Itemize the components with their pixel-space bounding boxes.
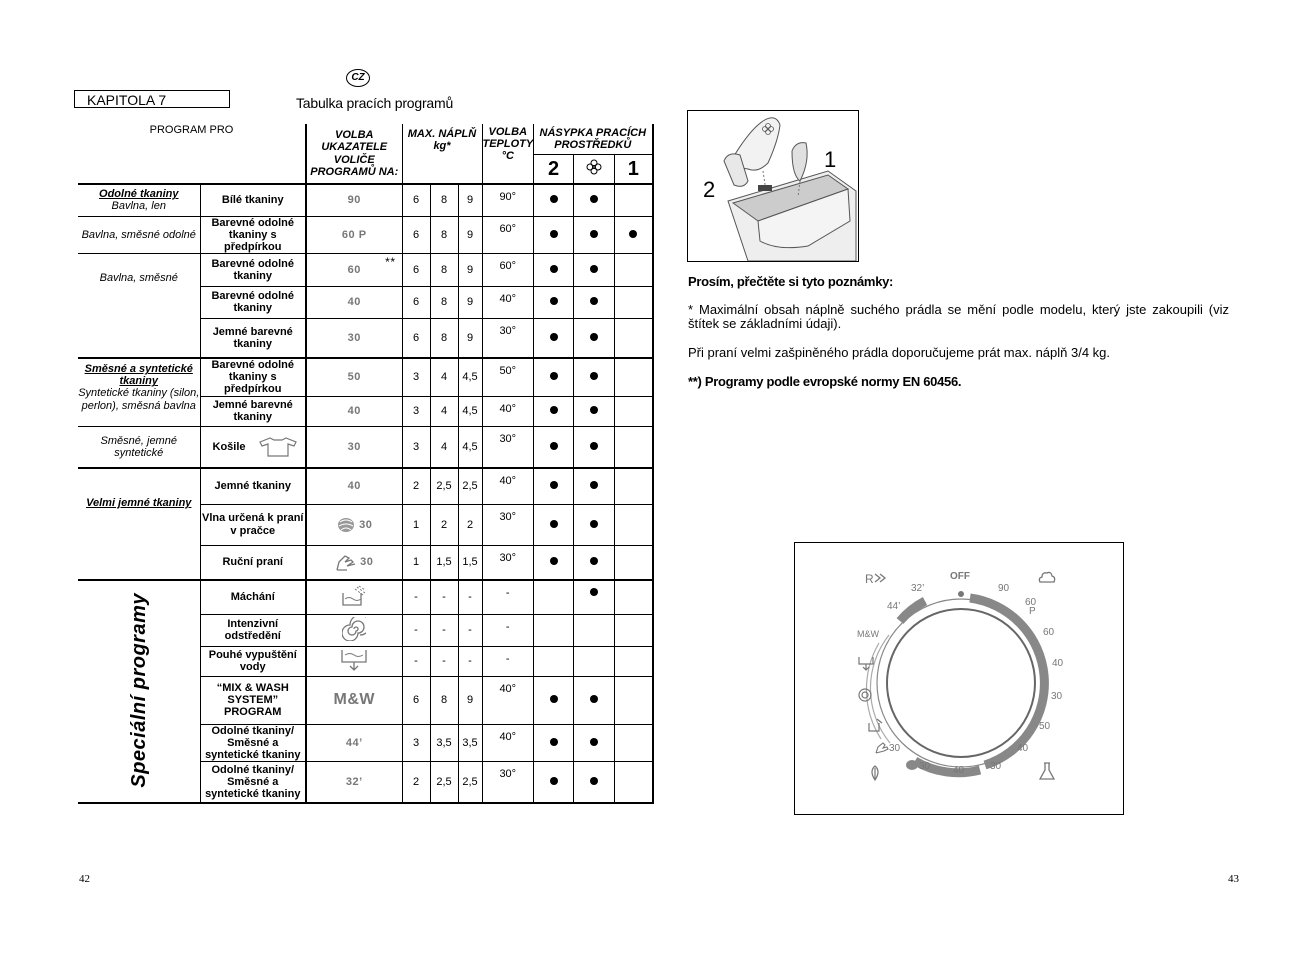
knob-position: 44’ bbox=[345, 736, 363, 749]
temperature-value: 40° bbox=[499, 402, 517, 415]
program-name: Pouhé vypuštění vody bbox=[208, 648, 297, 674]
rinse-icon bbox=[341, 585, 367, 607]
load-value: 9 bbox=[466, 263, 474, 276]
load-value: - bbox=[414, 624, 418, 637]
dispenser-dot bbox=[590, 230, 598, 238]
dispenser-dot bbox=[550, 333, 558, 341]
temperature-value: - bbox=[505, 652, 510, 665]
group-subtitle: Bavlna, směsné odolné bbox=[81, 228, 196, 241]
dispenser-dot bbox=[550, 481, 558, 489]
dial-label: 32’ bbox=[911, 583, 925, 594]
program-name: Košile bbox=[212, 440, 246, 453]
group-title: Směsné a syntetické tkaniny bbox=[84, 363, 193, 388]
temperature-value: - bbox=[505, 620, 510, 633]
load-value: 3 bbox=[412, 736, 420, 749]
program-name: Odolné tkaniny/ Směsné a syntetické tkaniny bbox=[205, 763, 301, 801]
load-value: 2,5 bbox=[462, 776, 478, 789]
load-value: - bbox=[414, 655, 418, 668]
norm-mark: ** bbox=[385, 254, 396, 269]
col-header-program-for: PROGRAM PRO bbox=[149, 124, 234, 136]
quick-wash-icon bbox=[865, 571, 889, 585]
wool-icon bbox=[905, 759, 919, 771]
load-value: 8 bbox=[440, 194, 448, 207]
dispenser-dot bbox=[590, 265, 598, 273]
cotton-icon bbox=[1037, 569, 1057, 585]
load-value: 9 bbox=[466, 194, 474, 207]
rinse-icon bbox=[867, 717, 883, 733]
load-value: 6 bbox=[412, 228, 420, 241]
special-programs-title: Speciální programy bbox=[127, 592, 150, 788]
dispenser-dot bbox=[590, 333, 598, 341]
delicate-icon bbox=[867, 765, 883, 781]
dial-label: 60 bbox=[1043, 627, 1055, 638]
program-name: Jemné tkaniny bbox=[214, 480, 291, 493]
dispenser-dot bbox=[550, 406, 558, 414]
load-value: 9 bbox=[466, 331, 474, 344]
dispenser-label-1: 1 bbox=[824, 147, 837, 172]
load-value: 4 bbox=[440, 371, 448, 384]
dial-label: 44’ bbox=[887, 601, 901, 612]
dispenser-dot bbox=[590, 557, 598, 565]
col-header-knob: VOLBA UKAZATELE VOLIČE PROGRAMŮ NA: bbox=[310, 129, 399, 178]
program-name: “MIX & WASH SYSTEM” PROGRAM bbox=[216, 681, 289, 719]
dispenser-1-label: 1 bbox=[627, 157, 639, 180]
load-value: 3 bbox=[412, 371, 420, 384]
drain-icon bbox=[857, 655, 875, 671]
load-value: 4,5 bbox=[462, 371, 478, 384]
load-value: 8 bbox=[440, 296, 448, 309]
program-dial-figure bbox=[794, 542, 1124, 815]
load-value: - bbox=[442, 624, 446, 637]
load-value: 6 bbox=[412, 694, 420, 707]
dial-label: 30 bbox=[919, 761, 931, 772]
dispenser-dot bbox=[629, 230, 637, 238]
dial-label: 30 bbox=[1051, 691, 1063, 702]
program-name: Máchání bbox=[230, 591, 275, 604]
dispenser-dot bbox=[550, 557, 558, 565]
load-value: 2,5 bbox=[436, 776, 452, 789]
dial-label: 40 bbox=[1017, 743, 1029, 754]
load-value: 9 bbox=[466, 228, 474, 241]
load-value: 6 bbox=[412, 296, 420, 309]
program-name: Odolné tkaniny/ Směsné a syntetické tkaniny bbox=[205, 724, 301, 761]
group-subtitle: Směsné, jemné syntetické bbox=[100, 434, 177, 459]
dispenser-dot bbox=[590, 520, 598, 528]
program-name: Ruční praní bbox=[222, 556, 283, 569]
dial-label: M&W bbox=[857, 629, 879, 639]
synthetic-icon bbox=[1039, 761, 1055, 781]
notes-title: Prosím, přečtěte si tyto poznámky: bbox=[688, 274, 894, 289]
dispenser-dot bbox=[550, 265, 558, 273]
temperature-value: 30° bbox=[499, 432, 517, 445]
load-value: 8 bbox=[440, 331, 448, 344]
program-name: Bílé tkaniny bbox=[221, 194, 284, 207]
load-value: 3,5 bbox=[462, 736, 478, 749]
knob-position: 40 bbox=[347, 296, 361, 309]
load-value: 4,5 bbox=[462, 440, 478, 453]
program-name: Jemné barevné tkaniny bbox=[212, 325, 293, 351]
hand-wash-icon bbox=[335, 552, 357, 572]
load-value: 2 bbox=[412, 480, 420, 493]
table-title: Tabulka pracích programů bbox=[296, 95, 454, 111]
temperature-value: 60° bbox=[499, 222, 517, 235]
temperature-value: 40° bbox=[499, 730, 517, 743]
temperature-value: 30° bbox=[499, 510, 517, 523]
dial-label: 40 bbox=[953, 765, 965, 776]
program-table bbox=[78, 124, 654, 804]
col-header-max-load: MAX. NÁPLŇ kg* bbox=[407, 128, 477, 153]
shirt-icon bbox=[256, 436, 300, 458]
load-value: - bbox=[442, 655, 446, 668]
dial-label: 50 bbox=[1039, 721, 1051, 732]
load-value: 6 bbox=[412, 331, 420, 344]
dial-label: P bbox=[1029, 606, 1036, 617]
load-value: 2,5 bbox=[462, 480, 478, 493]
dispenser-dot bbox=[550, 442, 558, 450]
wool-icon bbox=[336, 516, 356, 534]
program-name: Barevné odolné tkaniny s předpírkou bbox=[211, 359, 295, 396]
note-max-load: * Maximální obsah náplně suchého prádla se mění podle modelu, který jste zakoupili (viz štítek se základními údaji). bbox=[688, 302, 1229, 331]
knob-position: 50 bbox=[347, 371, 361, 384]
temperature-value: 50° bbox=[499, 365, 517, 378]
temperature-value: 30° bbox=[499, 324, 517, 337]
knob-position: 32’ bbox=[345, 776, 363, 789]
temperature-value: 30° bbox=[499, 767, 517, 780]
chapter-label: KAPITOLA 7 bbox=[74, 90, 230, 108]
group-title: Velmi jemné tkaniny bbox=[86, 497, 192, 510]
temperature-value: 40° bbox=[499, 292, 517, 305]
load-value: 2,5 bbox=[436, 480, 452, 493]
temperature-value: 30° bbox=[499, 551, 517, 564]
dispenser-dot bbox=[550, 738, 558, 746]
load-value: 6 bbox=[412, 263, 420, 276]
load-value: 4,5 bbox=[462, 405, 478, 418]
dispenser-dot bbox=[550, 372, 558, 380]
program-name: Vlna určená k praní v pračce bbox=[202, 512, 304, 537]
dispenser-dot bbox=[550, 695, 558, 703]
dial-label: 30 bbox=[889, 743, 901, 754]
hand-wash-icon bbox=[875, 741, 889, 755]
load-value: 8 bbox=[440, 263, 448, 276]
load-value: - bbox=[468, 591, 472, 604]
dispenser-dot bbox=[590, 406, 598, 414]
dispenser-dot bbox=[550, 777, 558, 785]
load-value: 6 bbox=[412, 194, 420, 207]
dispenser-dot bbox=[590, 777, 598, 785]
knob-position: 30 bbox=[359, 518, 373, 531]
load-value: - bbox=[442, 591, 446, 604]
spin-icon bbox=[857, 687, 873, 703]
dispenser-dot bbox=[550, 230, 558, 238]
load-value: 3 bbox=[412, 405, 420, 418]
language-badge: CZ bbox=[346, 69, 370, 87]
dispenser-dot bbox=[590, 588, 598, 596]
load-value: 1 bbox=[412, 518, 420, 531]
dispenser-dot bbox=[590, 481, 598, 489]
dispenser-dot bbox=[550, 195, 558, 203]
knob-position: 30 bbox=[347, 440, 361, 453]
page-number-right: 43 bbox=[1228, 873, 1239, 885]
load-value: - bbox=[468, 655, 472, 668]
knob-position: 90 bbox=[347, 194, 361, 207]
knob-position: 40 bbox=[347, 405, 361, 418]
load-value: 9 bbox=[466, 296, 474, 309]
load-value: 2 bbox=[412, 776, 420, 789]
load-value: 3,5 bbox=[436, 736, 452, 749]
load-value: 1,5 bbox=[436, 556, 452, 569]
knob-position: 40 bbox=[347, 480, 361, 493]
detergent-dispenser-figure bbox=[687, 110, 859, 262]
dispenser-label-2: 2 bbox=[703, 177, 716, 202]
dispenser-dot bbox=[590, 738, 598, 746]
group-title: Odolné tkaniny bbox=[99, 188, 179, 201]
load-value: 2 bbox=[440, 518, 448, 531]
dispenser-dot bbox=[590, 297, 598, 305]
dispenser-dot bbox=[550, 520, 558, 528]
load-value: - bbox=[414, 591, 418, 604]
note-en-standard: **) Programy podle evropské normy EN 60456. bbox=[688, 374, 962, 389]
svg-text:R: R bbox=[865, 572, 874, 585]
group-subtitle: Bavlna, len bbox=[111, 200, 166, 213]
dispenser-dot bbox=[590, 442, 598, 450]
dispenser-dot bbox=[590, 372, 598, 380]
drain-icon bbox=[340, 648, 368, 672]
program-name: Barevné odolné tkaniny s předpírkou bbox=[211, 216, 295, 253]
knob-position: M&W bbox=[333, 691, 375, 709]
col-header-temperature: VOLBA TEPLOTY °C bbox=[482, 126, 534, 163]
program-name: Barevné odolné tkaniny bbox=[211, 257, 295, 282]
spin-icon bbox=[342, 617, 366, 641]
load-value: 8 bbox=[440, 694, 448, 707]
dispenser-dot bbox=[550, 297, 558, 305]
page-number-left: 42 bbox=[79, 873, 90, 885]
note-dirty-laundry: Při praní velmi zašpiněného prádla doporučujeme prát max. náplň 3/4 kg. bbox=[688, 345, 1111, 360]
dispenser-dot bbox=[590, 695, 598, 703]
knob-position: 60 P bbox=[341, 228, 367, 241]
knob-position: 60 bbox=[347, 263, 361, 276]
col-header-dispenser: NÁSYPKA PRACÍCH PROSTŘEDKŮ bbox=[539, 126, 647, 151]
load-value: 9 bbox=[466, 694, 474, 707]
dial-label: 60 bbox=[1025, 597, 1037, 608]
temperature-value: 40° bbox=[499, 682, 517, 695]
load-value: 2 bbox=[466, 518, 474, 531]
program-name: Barevné odolné tkaniny bbox=[211, 290, 295, 315]
program-name: Intenzivní odstředění bbox=[224, 617, 281, 643]
knob-position: 30 bbox=[360, 556, 374, 569]
temperature-value: 40° bbox=[499, 475, 517, 488]
dial-label: 90 bbox=[998, 583, 1010, 594]
dispenser-2-label: 2 bbox=[547, 157, 560, 180]
load-value: 4 bbox=[440, 440, 448, 453]
dial-label: 40 bbox=[1052, 658, 1064, 669]
group-subtitle: Bavlna, směsné bbox=[99, 271, 178, 284]
load-value: 1 bbox=[412, 556, 420, 569]
temperature-value: 90° bbox=[499, 191, 517, 203]
flower-icon bbox=[586, 159, 602, 175]
temperature-value: 60° bbox=[499, 259, 517, 272]
group-subtitle: Syntetické tkaniny (silon, perlon), směsná bavlna bbox=[78, 387, 200, 412]
dispenser-dot bbox=[590, 195, 598, 203]
load-value: 1,5 bbox=[462, 556, 478, 569]
temperature-value: - bbox=[505, 587, 510, 600]
program-name: Jemné barevné tkaniny bbox=[212, 398, 293, 424]
knob-position: 30 bbox=[347, 331, 361, 344]
load-value: 4 bbox=[440, 405, 448, 418]
load-value: 8 bbox=[440, 228, 448, 241]
dial-label: 30 bbox=[990, 761, 1002, 772]
dial-off-label: OFF bbox=[950, 571, 970, 582]
load-value: 3 bbox=[412, 440, 420, 453]
load-value: - bbox=[468, 624, 472, 637]
